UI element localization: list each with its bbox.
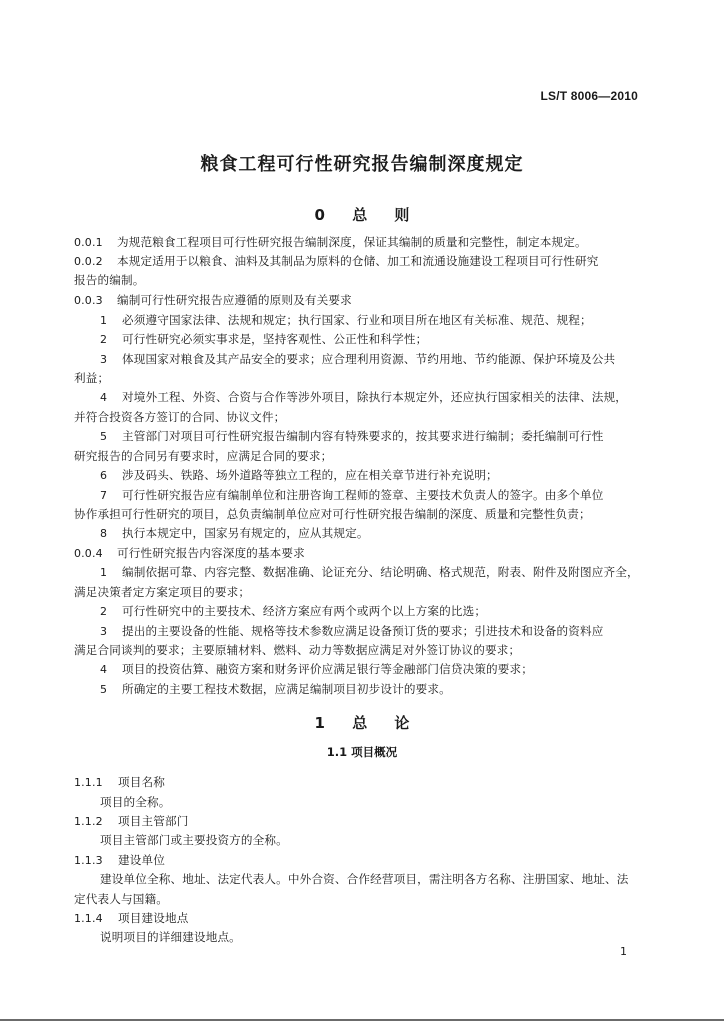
item-continuation: 利益； [74, 371, 110, 385]
entry-title: 项目建设地点 [118, 911, 189, 925]
item-text: 可行性研究必须实事求是，坚持客观性、公正性和科学性； [122, 332, 428, 346]
item-number: 4 [100, 663, 108, 676]
item-text: 涉及码头、铁路、场外道路等独立工程的，应在相关章节进行补充说明； [122, 468, 498, 482]
item-number: 3 [100, 353, 108, 366]
item-text: 所确定的主要工程技术数据，应满足编制项目初步设计的要求。 [122, 682, 451, 696]
list-item [100, 488, 604, 503]
item-text: 项目的投资估算、融资方案和财务评价应满足银行等金融部门信贷决策的要求； [122, 662, 534, 676]
entry-number: 1.1.1 [74, 776, 103, 789]
clause-0-0-2 [74, 254, 599, 269]
list-item [100, 526, 369, 541]
page-number: 1 [620, 945, 627, 958]
item-number: 1 [100, 314, 108, 327]
item-number: 4 [100, 391, 108, 404]
item-number: 2 [100, 605, 108, 618]
clause-0-0-3 [74, 293, 352, 308]
clause-text: 编制可行性研究报告应遵循的原则及有关要求 [117, 293, 352, 307]
item-text: 体现国家对粮食及其产品安全的要求；应合理利用资源、节约用地、节约能源、保护环境及公共 [122, 352, 616, 366]
scan-edge-divider [0, 1019, 724, 1021]
section-heading-general-provisions: 0 总 则 [314, 206, 410, 224]
entry-1-1-3 [74, 853, 165, 868]
list-item [100, 352, 615, 367]
clause-0-0-4 [74, 546, 305, 561]
item-text: 编制依据可靠、内容完整、数据准确、论证充分、结论明确、格式规范，附表、附件及附图应齐全， [122, 565, 639, 579]
list-item [100, 429, 604, 444]
clause-number: 0.0.3 [74, 294, 103, 307]
entry-title: 项目名称 [118, 775, 165, 789]
clause-text: 为规范粮食工程项目可行性研究报告编制深度，保证其编制的质量和完整性，制定本规定。 [117, 235, 587, 249]
entry-number: 1.1.3 [74, 854, 103, 867]
item-continuation: 并符合投资各方签订的合同、协议文件； [74, 410, 286, 424]
item-continuation: 研究报告的合同另有要求时，应满足合同的要求； [74, 449, 333, 463]
section-heading-general: 1 总 论 [314, 714, 410, 732]
list-item [100, 624, 604, 639]
standard-code: LS/T 8006—2010 [540, 89, 638, 103]
list-item [100, 313, 592, 328]
entry-body: 说明项目的详细建设地点。 [100, 930, 241, 944]
item-number: 5 [100, 683, 108, 696]
list-item [100, 682, 451, 697]
clause-number: 0.0.1 [74, 236, 103, 249]
entry-body: 项目的全称。 [100, 795, 171, 809]
list-item [100, 390, 627, 405]
item-text: 可行性研究报告应有编制单位和注册咨询工程师的签章、主要技术负责人的签字。由多个单位 [122, 488, 604, 502]
item-text: 必须遵守国家法律、法规和规定；执行国家、行业和项目所在地区有关标准、规范、规程； [122, 313, 592, 327]
clause-number: 0.0.2 [74, 255, 103, 268]
list-item [100, 565, 639, 580]
item-text: 提出的主要设备的性能、规格等技术参数应满足设备预订货的要求；引进技术和设备的资料应 [122, 624, 604, 638]
entry-number: 1.1.4 [74, 912, 103, 925]
list-item [100, 332, 427, 347]
item-number: 5 [100, 430, 108, 443]
item-number: 8 [100, 527, 108, 540]
item-continuation: 满足决策者定方案定项目的要求； [74, 585, 251, 599]
item-continuation: 协作承担可行性研究的项目，总负责编制单位应对可行性研究报告编制的深度、质量和完整性负责； [74, 507, 591, 521]
item-number: 2 [100, 333, 108, 346]
item-text: 对境外工程、外资、合资与合作等涉外项目，除执行本规定外，还应执行国家相关的法律、法规， [122, 390, 627, 404]
entry-1-1-2 [74, 814, 188, 829]
item-text: 主管部门对项目可行性研究报告编制内容有特殊要求的，按其要求进行编制；委托编制可行性 [122, 429, 604, 443]
entry-body: 建设单位全称、地址、法定代表人。中外合资、合作经营项目，需注明各方名称、注册国家、地址、法 [100, 872, 629, 886]
entry-body-continuation: 定代表人与国籍。 [74, 892, 168, 906]
list-item [100, 468, 498, 483]
item-number: 7 [100, 489, 108, 502]
entry-1-1-1 [74, 775, 165, 790]
clause-text: 可行性研究报告内容深度的基本要求 [117, 546, 305, 560]
item-text: 可行性研究中的主要技术、经济方案应有两个或两个以上方案的比选； [122, 604, 487, 618]
clause-number: 0.0.4 [74, 547, 103, 560]
clause-text: 本规定适用于以粮食、油料及其制品为原料的仓储、加工和流通设施建设工程项目可行性研究 [117, 254, 599, 268]
entry-title: 建设单位 [118, 853, 165, 867]
item-continuation: 满足合同谈判的要求；主要原辅材料、燃料、动力等数据应满足对外签订协议的要求； [74, 643, 521, 657]
entry-title: 项目主管部门 [118, 814, 189, 828]
list-item [100, 662, 533, 677]
document-title: 粮食工程可行性研究报告编制深度规定 [200, 154, 524, 175]
entry-number: 1.1.2 [74, 815, 103, 828]
entry-body: 项目主管部门或主要投资方的全称。 [100, 833, 288, 847]
clause-0-0-1 [74, 235, 587, 250]
item-number: 1 [100, 566, 108, 579]
subsection-heading-project-overview: 1.1 项目概况 [326, 745, 398, 759]
item-number: 3 [100, 625, 108, 638]
clause-continuation: 报告的编制。 [74, 273, 145, 287]
entry-1-1-4 [74, 911, 188, 926]
item-text: 执行本规定中，国家另有规定的，应从其规定。 [122, 526, 369, 540]
list-item [100, 604, 486, 619]
item-number: 6 [100, 469, 108, 482]
